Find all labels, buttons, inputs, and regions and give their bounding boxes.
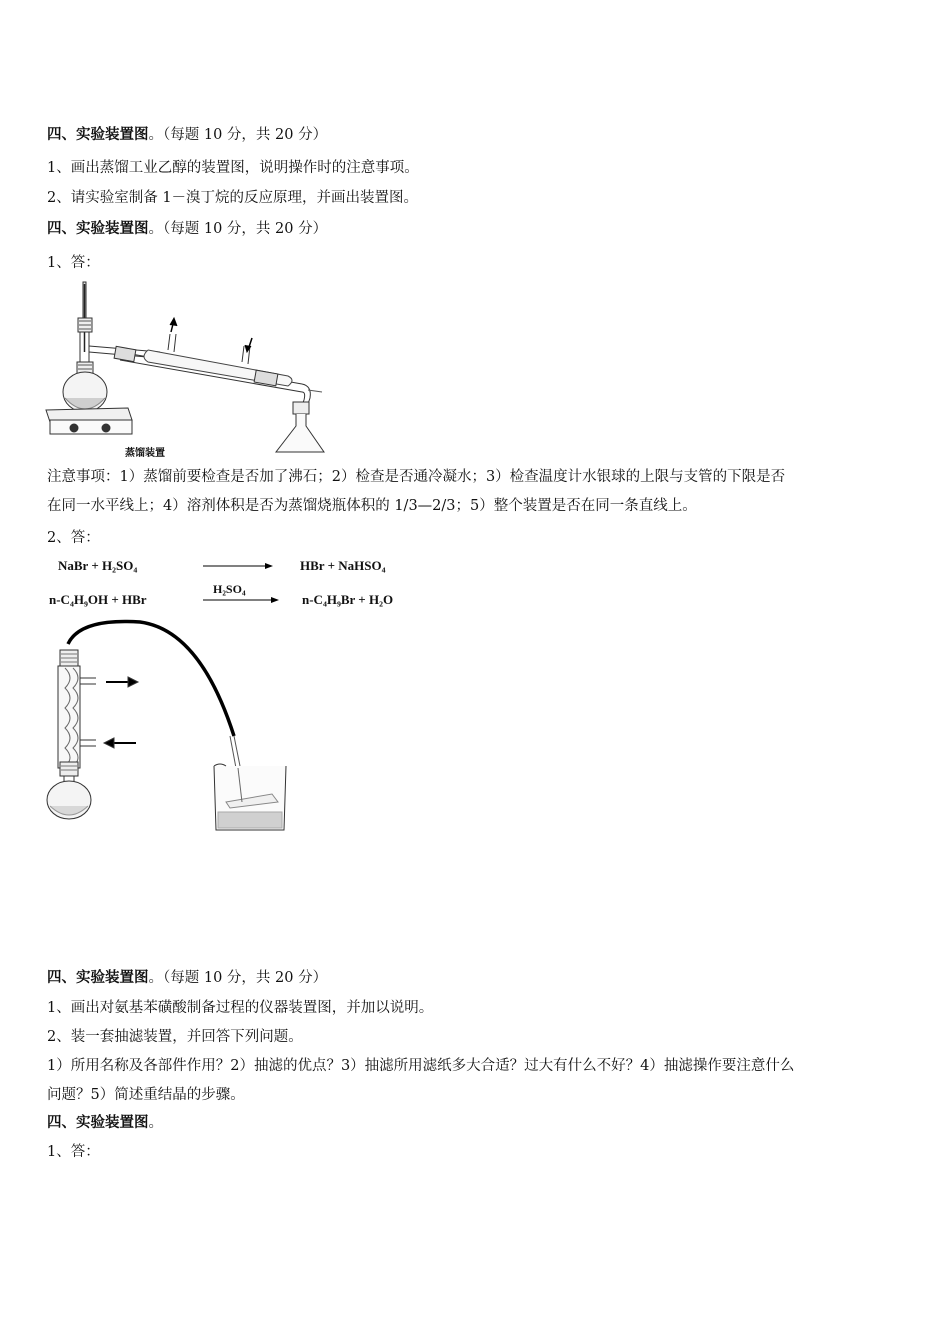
question-3: 1、画出对氨基苯磺酸制备过程的仪器装置图，并加以说明。 xyxy=(47,1000,434,1016)
notes-line-1: 注意事项：1）蒸馏前要检查是否加了沸石；2）检查是否通冷凝水；3）检查温度计水银球的上限与支管的下限是否 xyxy=(47,469,786,485)
question-4: 2、装一套抽滤装置，并回答下列问题。 xyxy=(47,1029,303,1045)
question-4-detail-line-1: 1）所用名称及各部件作用？2）抽滤的优点？3）抽滤所用滤纸多大合适？过大有什么不好？4）抽滤操作要注意什么 xyxy=(47,1058,795,1074)
question-2: 2、请实验室制备 1－溴丁烷的反应原理，并画出装置图。 xyxy=(47,190,419,206)
section-heading-3 xyxy=(47,968,327,988)
question-4-detail-line-2: 问题？5）简述重结晶的步骤。 xyxy=(47,1087,245,1103)
heading-text: 四、实验装置图 xyxy=(47,1114,149,1131)
heading-text: 四、实验装置图 xyxy=(47,220,149,237)
reaction-2-arrow xyxy=(203,594,283,606)
answer-2-label: 2、答： xyxy=(47,530,100,546)
reaction-2-catalyst: H₂SO₄ xyxy=(213,582,246,596)
heading-suffix: 。 xyxy=(148,1115,163,1131)
heading-suffix: 。（每题 10 分，共 20 分） xyxy=(148,221,328,237)
heading-suffix: 。（每题 10 分，共 20 分） xyxy=(148,970,328,986)
notes-paragraph xyxy=(47,463,905,521)
section-heading-2 xyxy=(47,219,327,239)
reaction-1-reactants: NaBr + H₂SO₄ xyxy=(58,558,138,573)
heading-suffix: 。（每题 10 分，共 20 分） xyxy=(148,127,328,143)
section-heading-1 xyxy=(47,125,327,145)
reaction-2-reactants: n-C₄H₉OH + HBr xyxy=(49,592,147,607)
answer-label: 1、答： xyxy=(47,1144,100,1160)
heading-text: 四、实验装置图 xyxy=(47,126,149,143)
section-heading-4 xyxy=(47,1113,163,1133)
answer-1-label: 1、答： xyxy=(47,255,100,271)
distillation-apparatus-diagram xyxy=(40,280,340,460)
question-4-detail xyxy=(47,1052,905,1110)
reaction-1-arrow xyxy=(203,560,275,572)
notes-line-2: 在同一水平线上；4）溶剂体积是否为蒸馏烧瓶体积的 1/3—2/3；5）整个装置是否在同一条直线上。 xyxy=(47,498,697,514)
question-1: 1、画出蒸馏工业乙醇的装置图，说明操作时的注意事项。 xyxy=(47,160,419,176)
figure-caption: 蒸馏装置 xyxy=(125,448,165,459)
reaction-1-products: HBr + NaHSO₄ xyxy=(300,558,386,573)
heading-text: 四、实验装置图 xyxy=(47,969,149,986)
reaction-2-products: n-C₄H₉Br + H₂O xyxy=(302,592,394,607)
reflux-apparatus-diagram xyxy=(40,616,300,836)
